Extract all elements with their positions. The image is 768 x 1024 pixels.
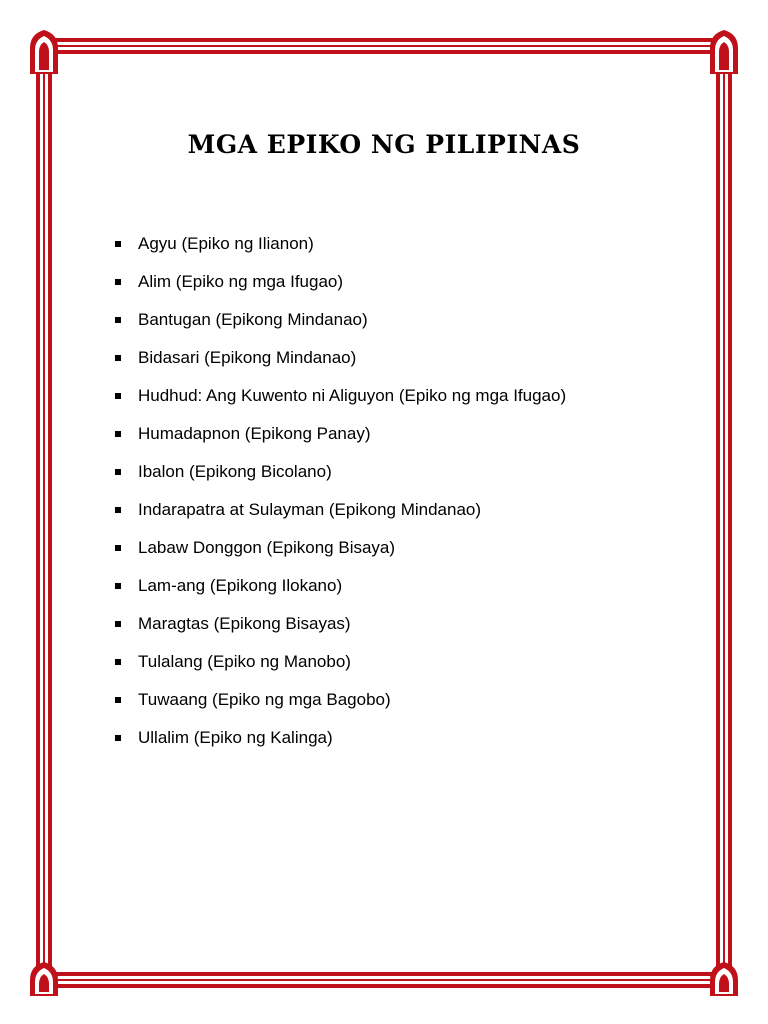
square-bullet-icon <box>115 241 121 247</box>
square-bullet-icon <box>115 621 121 627</box>
list-item <box>112 422 566 460</box>
list-item <box>112 650 566 688</box>
corner-ornament-bottom-left <box>30 962 58 996</box>
list-item <box>112 460 566 498</box>
square-bullet-icon <box>115 279 121 285</box>
square-bullet-icon <box>115 545 121 551</box>
list-item <box>112 232 566 270</box>
list-item <box>112 270 566 308</box>
list-item <box>112 498 566 536</box>
border-left-bar <box>36 46 52 980</box>
corner-ornament-top-left <box>30 30 58 74</box>
list-item <box>112 308 566 346</box>
epic-name: Ibalon (Epikong Bicolano) <box>138 462 332 481</box>
epic-name: Indarapatra at Sulayman (Epikong Mindanao) <box>138 500 482 519</box>
corner-ornament-top-right <box>710 30 738 74</box>
list-item <box>112 612 566 650</box>
square-bullet-icon <box>115 507 121 513</box>
list-item <box>112 384 566 422</box>
epic-name: Bidasari (Epikong Mindanao) <box>138 348 357 367</box>
square-bullet-icon <box>115 469 121 475</box>
epic-name: Maragtas (Epikong Bisayas) <box>138 614 351 633</box>
border-bottom-bar <box>44 972 724 988</box>
page-title: MGA EPIKO NG PILIPINAS <box>187 130 581 159</box>
list-item <box>112 726 566 764</box>
border-top-bar <box>44 38 724 54</box>
epic-name: Hudhud: Ang Kuwento ni Aliguyon (Epiko ng mga Ifugao) <box>138 386 567 405</box>
list-item <box>112 574 566 612</box>
epic-name: Alim (Epiko ng mga Ifugao) <box>138 272 344 291</box>
epic-name: Tulalang (Epiko ng Manobo) <box>138 652 351 671</box>
epic-name: Lam-ang (Epikong Ilokano) <box>138 576 343 595</box>
square-bullet-icon <box>115 431 121 437</box>
epic-name: Bantugan (Epikong Mindanao) <box>138 310 368 329</box>
list-item <box>112 536 566 574</box>
epic-name: Ullalim (Epiko ng Kalinga) <box>138 728 333 747</box>
epic-name: Tuwaang (Epiko ng mga Bagobo) <box>138 690 391 709</box>
epic-name: Humadapnon (Epikong Panay) <box>138 424 371 443</box>
square-bullet-icon <box>115 355 121 361</box>
corner-ornament-bottom-right <box>710 962 738 996</box>
square-bullet-icon <box>115 735 121 741</box>
list-item <box>112 688 566 726</box>
epic-name: Labaw Donggon (Epikong Bisaya) <box>138 538 396 557</box>
square-bullet-icon <box>115 317 121 323</box>
border-right-bar <box>716 46 732 980</box>
square-bullet-icon <box>115 697 121 703</box>
square-bullet-icon <box>115 583 121 589</box>
list-item <box>112 346 566 384</box>
epic-name: Agyu (Epiko ng Ilianon) <box>138 234 314 253</box>
epic-list <box>112 232 566 764</box>
square-bullet-icon <box>115 659 121 665</box>
square-bullet-icon <box>115 393 121 399</box>
